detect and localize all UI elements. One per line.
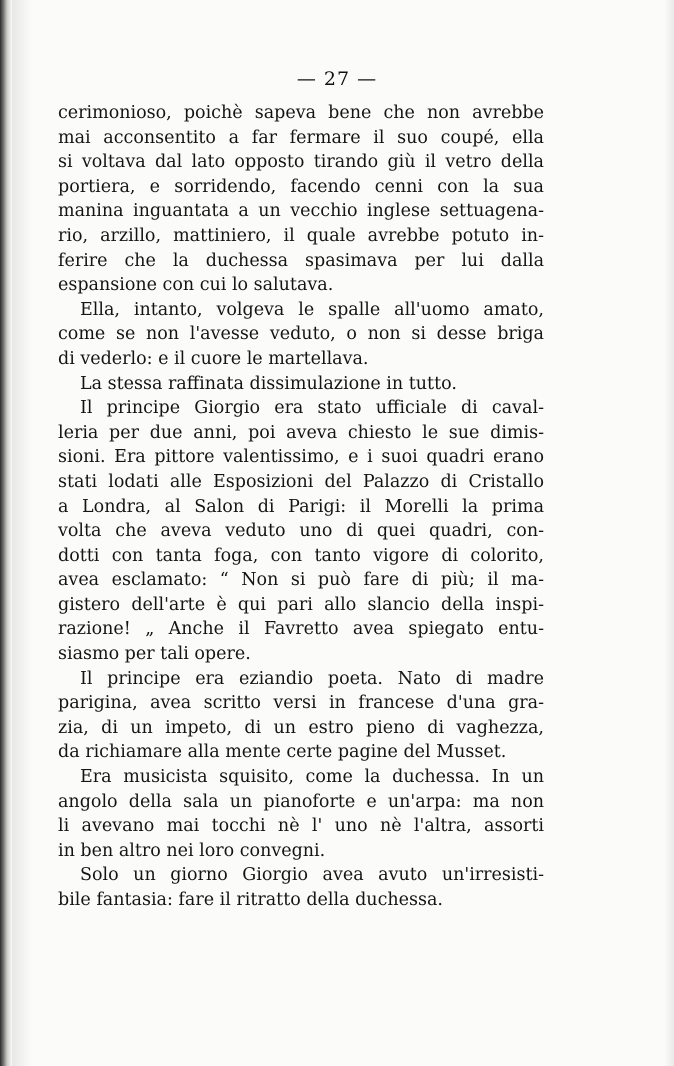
page-gutter-shadow <box>12 0 32 1066</box>
text-line: bile fantasia: fare il ritratto della duchessa. <box>58 890 443 910</box>
text-line: a Londra, al Salon di Parigi: il Morelli la prima <box>58 496 544 517</box>
text-line: dotti con tanta foga, con tanto vigore di colorito, <box>58 545 544 566</box>
text-line: in ben altro nei loro convegni. <box>58 840 326 861</box>
text-line: rio, arzillo, mattiniero, il quale avrebbe potuto in- <box>58 225 544 246</box>
text-line: gistero dell'arte è qui pari allo slancio della inspi- <box>58 594 544 615</box>
text-line: razione! „ Anche il Favretto avea spiegato entu- <box>58 619 544 640</box>
page-number: — 27 — <box>296 68 378 90</box>
text-line: mai acconsentito a far fermare il suo coupé, ella <box>58 127 544 148</box>
body-text <box>58 101 544 913</box>
text-line: portiera, e sorridendo, facendo cenni con la sua <box>58 176 544 197</box>
text-line: siasmo per tali opere. <box>58 644 251 665</box>
text-line: si voltava dal lato opposto tirando giù il vetro della <box>58 152 544 173</box>
text-line: Ella, intanto, volgeva le spalle all'uomo amato, <box>80 299 544 320</box>
text-line: La stessa raffinata dissimulazione in tutto. <box>80 373 457 394</box>
text-line: leria per due anni, poi aveva chiesto le sue dimis- <box>58 422 544 443</box>
text-line: avea esclamato: “ Non si può fare di più; il ma- <box>58 570 544 591</box>
text-line: zia, di un impeto, di un estro pieno di vaghezza, <box>58 717 544 738</box>
text-line: Il principe era eziandio poeta. Nato di madre <box>80 668 544 689</box>
text-line: manina inguantata a un vecchio inglese settuagena- <box>58 201 544 222</box>
text-line: cerimonioso, poichè sapeva bene che non avrebbe <box>58 103 544 123</box>
text-line: come se non l'avesse veduto, o non si desse briga <box>58 324 544 345</box>
text-line: stati lodati alle Esposizioni del Palazzo di Cristallo <box>58 471 544 492</box>
text-line: Solo un giorno Giorgio avea avuto un'irresisti- <box>80 865 544 886</box>
text-line: parigina, avea scritto versi in francese d'una gra- <box>58 693 544 714</box>
page-binding-edge <box>0 0 12 1066</box>
text-line: Il principe Giorgio era stato ufficiale di caval- <box>80 398 544 419</box>
text-line: espansione con cui lo salutava. <box>58 275 334 296</box>
text-line: sioni. Era pittore valentissimo, e i suoi quadri erano <box>58 447 544 468</box>
text-line: di vederlo: e il cuore le martellava. <box>58 348 369 369</box>
text-line: angolo della sala un pianoforte e un'arpa: ma non <box>58 791 544 812</box>
page-right-shadow <box>664 0 674 1066</box>
text-line: da richiamare alla mente certe pagine del Musset. <box>58 742 507 763</box>
text-line: ferire che la duchessa spasimava per lui dalla <box>58 250 544 271</box>
text-line: li avevano mai tocchi nè l' uno nè l'altra, assorti <box>58 816 544 837</box>
text-line: Era musicista squisito, come la duchessa. In un <box>80 767 544 788</box>
text-line: volta che aveva veduto uno di quei quadri, con- <box>58 521 544 542</box>
